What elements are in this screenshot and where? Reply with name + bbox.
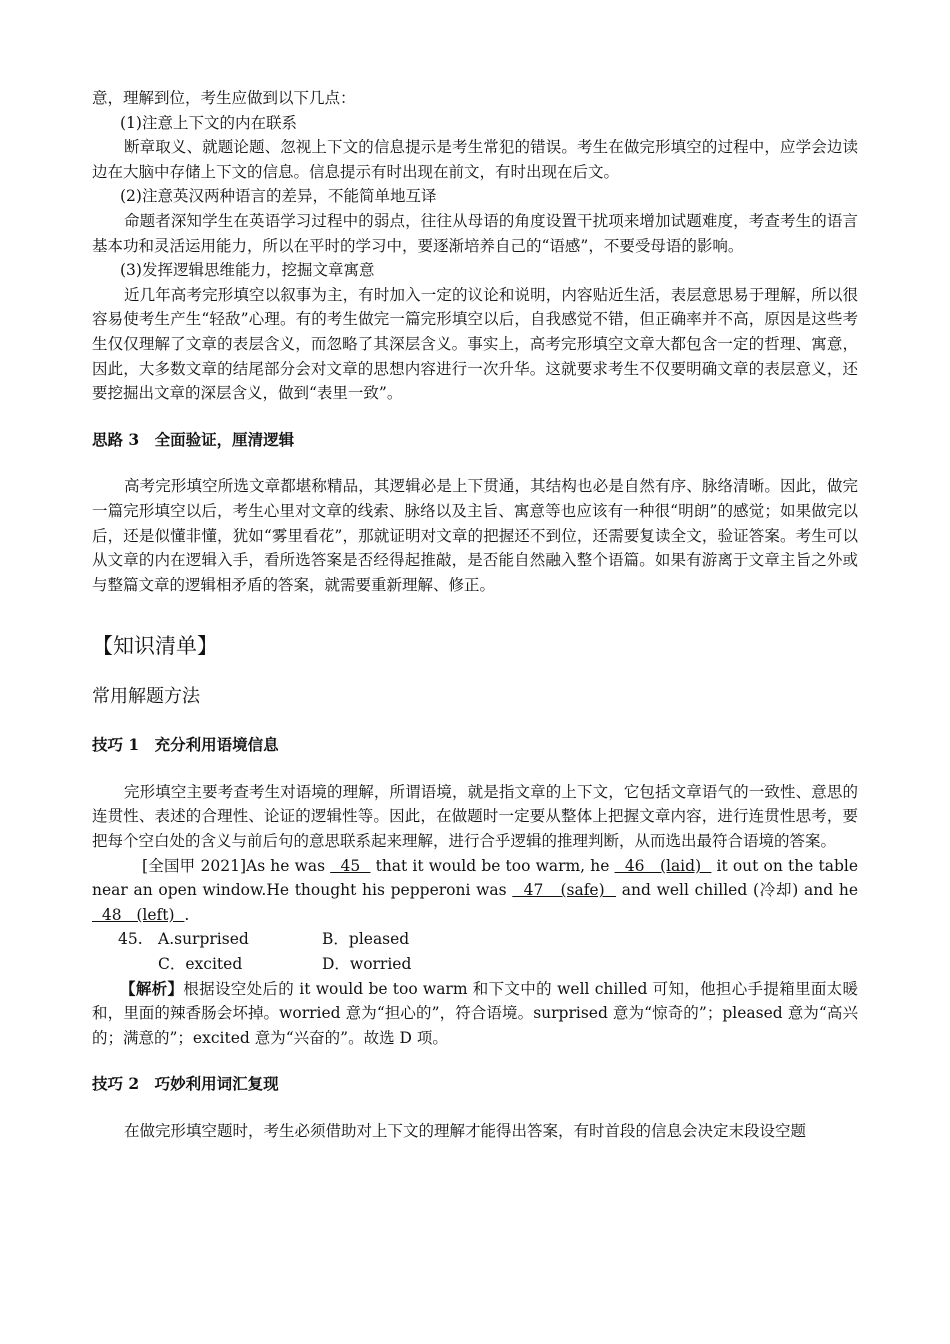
option-a: A.surprised [158,930,249,949]
idea-3-heading: 思路 3 全面验证，厘清逻辑 [92,429,295,449]
section-3-title: (3)发挥逻辑思维能力，挖掘文章寓意 [120,261,375,280]
analysis-body: 根据设空处后的 it would be too warm 和下文中的 well chilled 可知，他担心手提箱里面太暖和，里面的辣香肠会坏掉。worried 意为“担心的”，符合语境。surprised 意为“惊奇的”；pleased 意为“高兴的；满意的”；excited 意为“兴奋的”。故选 D 项。 [92,979,858,1047]
blank-46: 46 (laid) [614,856,712,875]
option-c: C．excited [158,955,243,974]
tip-1-body: 完形填空主要考查考生对语境的理解，所谓语境，就是指文章的上下文，它包括文章语气的一致性、意思的连贯性、表述的合理性、论证的逻辑性等。因此，在做题时一定要从整体上把握文章内容，进行连贯性思考，要把每个空白处的含义与前后句的意思联系起来理解，进行合乎逻辑的推理判断，从而选出最符合语境的答案。 [92,782,858,851]
option-d: D．worried [322,955,412,974]
options-row-2 [92,952,858,977]
section-3-body: 近几年高考完形填空以叙事为主，有时加入一定的议论和说明，内容贴近生活，表层意思易于理解，所以很容易使考生产生“轻敌”心理。有的考生做完一篇完形填空以后，自我感觉不错，但正确率并不高，原因是这些考生仅仅理解了文章的表层含义，而忽略了其深层含义。事实上，高考完形填空文章大都包含一定的哲理、寓意，因此，大多数文章的结尾部分会对文章的思想内容进行一次升华。这就要求考生不仅要明确文章的表层意义，还要挖掘出文章的深层含义，做到“表里一致”。 [92,285,858,403]
blank-48: 48 (left) [92,905,185,924]
tip-2-body: 在做完形填空题时，考生必须借助对上下文的理解才能得出答案，有时首段的信息会决定末段设空题 [124,1122,807,1140]
section-2-body: 命题者深知学生在英语学习过程中的弱点，往往从母语的角度设置干扰项来增加试题难度，考查考生的语言基本功和灵活运用能力，所以在平时的学习中，要逐渐培养自己的“语感”，不要受母语的影响。 [92,211,858,255]
section-2-title: (2)注意英汉两种语言的差异，不能简单地互译 [120,187,437,206]
idea-3-body: 高考完形填空所选文章都堪称精品，其逻辑必是上下贯通，其结构也必是自然有序、脉络清晰。因此，做完一篇完形填空以后，考生心里对文章的线索、脉络以及主旨、寓意等也应该有一种很“明朗”的感觉；如果做完以后，还是似懂非懂，犹如“雾里看花”，那就证明对文章的把握还不到位，还需要复读全文，验证答案。考生可以从文章的内在逻辑入手，看所选答案是否经得起推敲，是否能自然融入整个语篇。如果有游离于文章主旨之外或与整篇文章的逻辑相矛盾的答案，就需要重新理解、修正。 [92,477,858,594]
paragraph-intro: 意，理解到位，考生应做到以下几点： [92,89,356,107]
options-row-1 [92,927,858,952]
tip-1-heading: 技巧 1 充分利用语境信息 [92,735,279,755]
blank-45: 45 [330,856,371,875]
question-number: 45. [118,930,143,949]
section-1-body: 断章取义、就题论题、忽视上下文的信息提示是考生常犯的错误。考生在做完形填空的过程中，应学会边读边在大脑中存储上下文的信息。信息提示有时出现在前文，有时出现在后文。 [92,138,858,181]
tip-2-heading: 技巧 2 巧妙利用词汇复现 [92,1074,279,1094]
methods-heading: 常用解题方法 [92,686,200,708]
example-passage: [全国甲 2021]As he was 45 that it would be too warm, he 46 (laid) it out on the table near an open window.He thought his pepperoni was 47 (safe) and well chilled (冷却) and he 48 (left) . [92,856,859,924]
option-b: B．pleased [322,930,410,949]
example-source: [全国甲 2021] [142,856,247,875]
section-1-title: (1)注意上下文的内在联系 [120,113,297,132]
analysis-label: 【解析】 [120,978,184,998]
analysis-paragraph [92,977,858,1051]
blank-47: 47 (safe) [512,881,617,900]
knowledge-list-heading: 【知识清单】 [92,634,218,659]
